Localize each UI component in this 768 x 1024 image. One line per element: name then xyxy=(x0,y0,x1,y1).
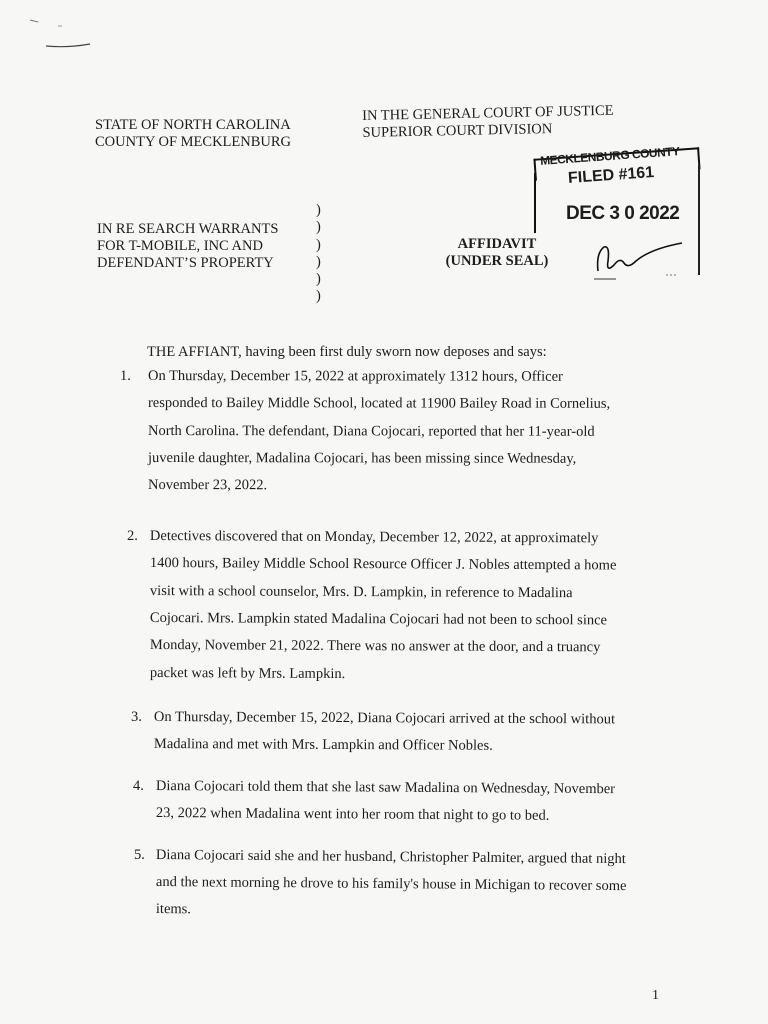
paragraph-line: responded to Bailey Middle School, located at 11900 Bailey Road in Cornelius, xyxy=(147,395,611,413)
header-division: SUPERIOR COURT DIVISION xyxy=(362,121,553,141)
court-venue-right xyxy=(362,103,614,142)
header-county: COUNTY OF MECKLENBURG xyxy=(95,134,292,150)
paragraph-line: North Carolina. The defendant, Diana Cojocari, reported that her 11-year-old xyxy=(147,422,595,440)
paragraph-line: November 23, 2022. xyxy=(147,477,268,494)
paragraph-line: Diana Cojocari told them that she last saw Madalina on Wednesday, November xyxy=(155,778,616,798)
header-state: STATE OF NORTH CAROLINA xyxy=(95,117,291,133)
caption-line: IN RE SEARCH WARRANTS xyxy=(97,221,279,237)
caption-brackets: ) ) ) ) ) ) xyxy=(316,202,321,305)
paragraph-number: 3. xyxy=(131,709,142,725)
paragraph-line: visit with a school counselor, Mrs. D. Lampkin, in reference to Madalina xyxy=(149,582,573,601)
paragraph-number: 2. xyxy=(127,528,138,544)
paragraph-line: 1400 hours, Bailey Middle School Resource Officer J. Nobles attempted a home xyxy=(149,555,617,574)
paragraph-line: items. xyxy=(155,901,192,918)
paragraph-line: Diana Cojocari said she and her husband, Christopher Palmiter, argued that night xyxy=(155,847,626,868)
scan-mark xyxy=(28,18,98,58)
paragraph-line: juvenile daughter, Madalina Cojocari, has been missing since Wednesday, xyxy=(147,449,577,467)
caption-line: DEFENDANT’S PROPERTY xyxy=(97,255,274,271)
clerk-signature xyxy=(590,235,700,283)
paragraph-line: On Thursday, December 15, 2022, Diana Cojocari arrived at the school without xyxy=(153,709,616,728)
paragraph-line: 23, 2022 when Madalina went into her room that night to go to bed. xyxy=(155,805,550,824)
case-caption xyxy=(97,221,278,272)
paragraph-number: 1. xyxy=(120,368,131,384)
paragraph-number: 5. xyxy=(134,847,145,863)
title-affidavit: AFFIDAVIT xyxy=(457,236,537,252)
paragraph-number: 4. xyxy=(133,778,144,794)
page-number: 1 xyxy=(652,988,659,1003)
paragraph-line: Cojocari. Mrs. Lampkin stated Madalina Cojocari had not been to school since xyxy=(149,609,608,629)
court-venue-left xyxy=(95,117,291,151)
paragraph-line: Madalina and met with Mrs. Lampkin and Officer Nobles. xyxy=(153,736,493,754)
affiant-intro: THE AFFIANT, having been first duly sworn now deposes and says: xyxy=(147,344,547,360)
title-under-seal: (UNDER SEAL) xyxy=(445,253,549,269)
stamp-filed-number: FILED #161 xyxy=(567,164,655,187)
paragraph-line: and the next morning he drove to his family's house in Michigan to recover some xyxy=(155,874,627,895)
stamp-date: DEC 3 0 2022 xyxy=(566,203,680,224)
stamp-county: MECKLENBURG COUNTY xyxy=(539,144,680,168)
caption-line: FOR T-MOBILE, INC AND xyxy=(97,238,263,254)
paragraph-line: Monday, November 21, 2022. There was no answer at the door, and a truancy xyxy=(149,637,601,656)
filed-stamp xyxy=(530,144,700,285)
paragraph-line: packet was left by Mrs. Lampkin. xyxy=(149,664,346,682)
paragraph-line: On Thursday, December 15, 2022 at approximately 1312 hours, Officer xyxy=(147,368,563,385)
paragraph-line: Detectives discovered that on Monday, December 12, 2022, at approximately xyxy=(149,528,599,547)
header-court: IN THE GENERAL COURT OF JUSTICE xyxy=(362,102,614,124)
